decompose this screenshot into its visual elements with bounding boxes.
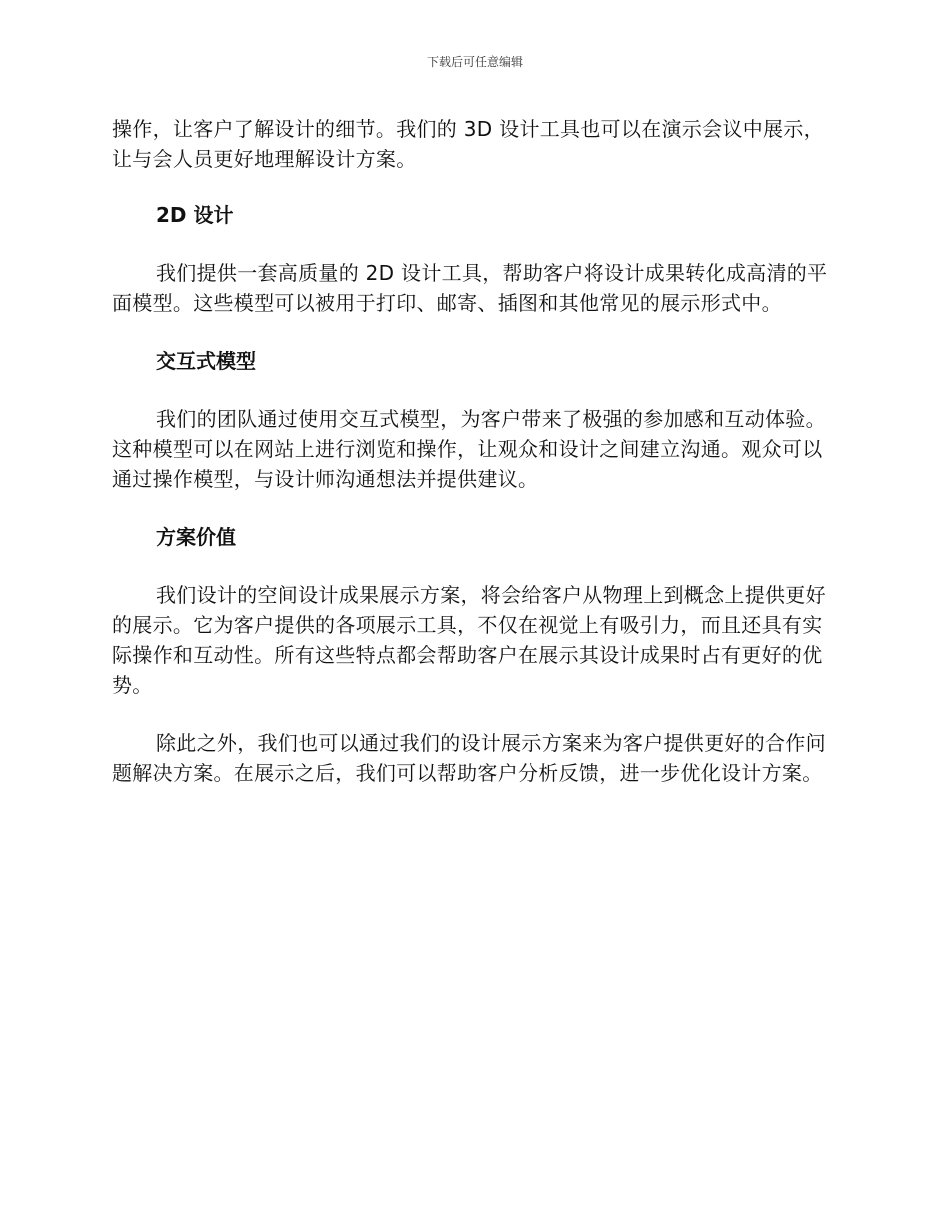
paragraph-additional: 除此之外，我们也可以通过我们的设计展示方案来为客户提供更好的合作问题解决方案。在展示之后，我们可以帮助客户分析反馈，进一步优化设计方案。 — [112, 731, 826, 785]
document-body — [112, 114, 832, 788]
section-heading-interactive-model: 交互式模型 — [156, 349, 256, 373]
paragraph-interactive-model: 我们的团队通过使用交互式模型，为客户带来了极强的参加感和互动体验。这种模型可以在网站上进行浏览和操作，让观众和设计之间建立沟通。观众可以通过操作模型，与设计师沟通想法并提供建议。 — [112, 407, 826, 491]
intro-paragraph: 操作，让客户了解设计的细节。我们的 3D 设计工具也可以在演示会议中展示，让与会人员更好地理解设计方案。 — [112, 117, 824, 171]
paragraph-2d-design: 我们提供一套高质量的 2D 设计工具，帮助客户将设计成果转化成高清的平面模型。这些模型可以被用于打印、邮寄、插图和其他常见的展示形式中。 — [112, 261, 828, 315]
paragraph-solution-value: 我们设计的空间设计成果展示方案，将会给客户从物理上到概念上提供更好的展示。它为客户提供的各项展示工具，不仅在视觉上有吸引力，而且还具有实际操作和互动性。所有这些特点都会帮助客户在展示其设计成果时占有更好的优势。 — [112, 583, 826, 697]
section-heading-2d-design: 2D 设计 — [156, 203, 234, 227]
page-header: 下载后可任意编辑 — [426, 55, 523, 69]
section-heading-solution-value: 方案价值 — [156, 525, 236, 549]
